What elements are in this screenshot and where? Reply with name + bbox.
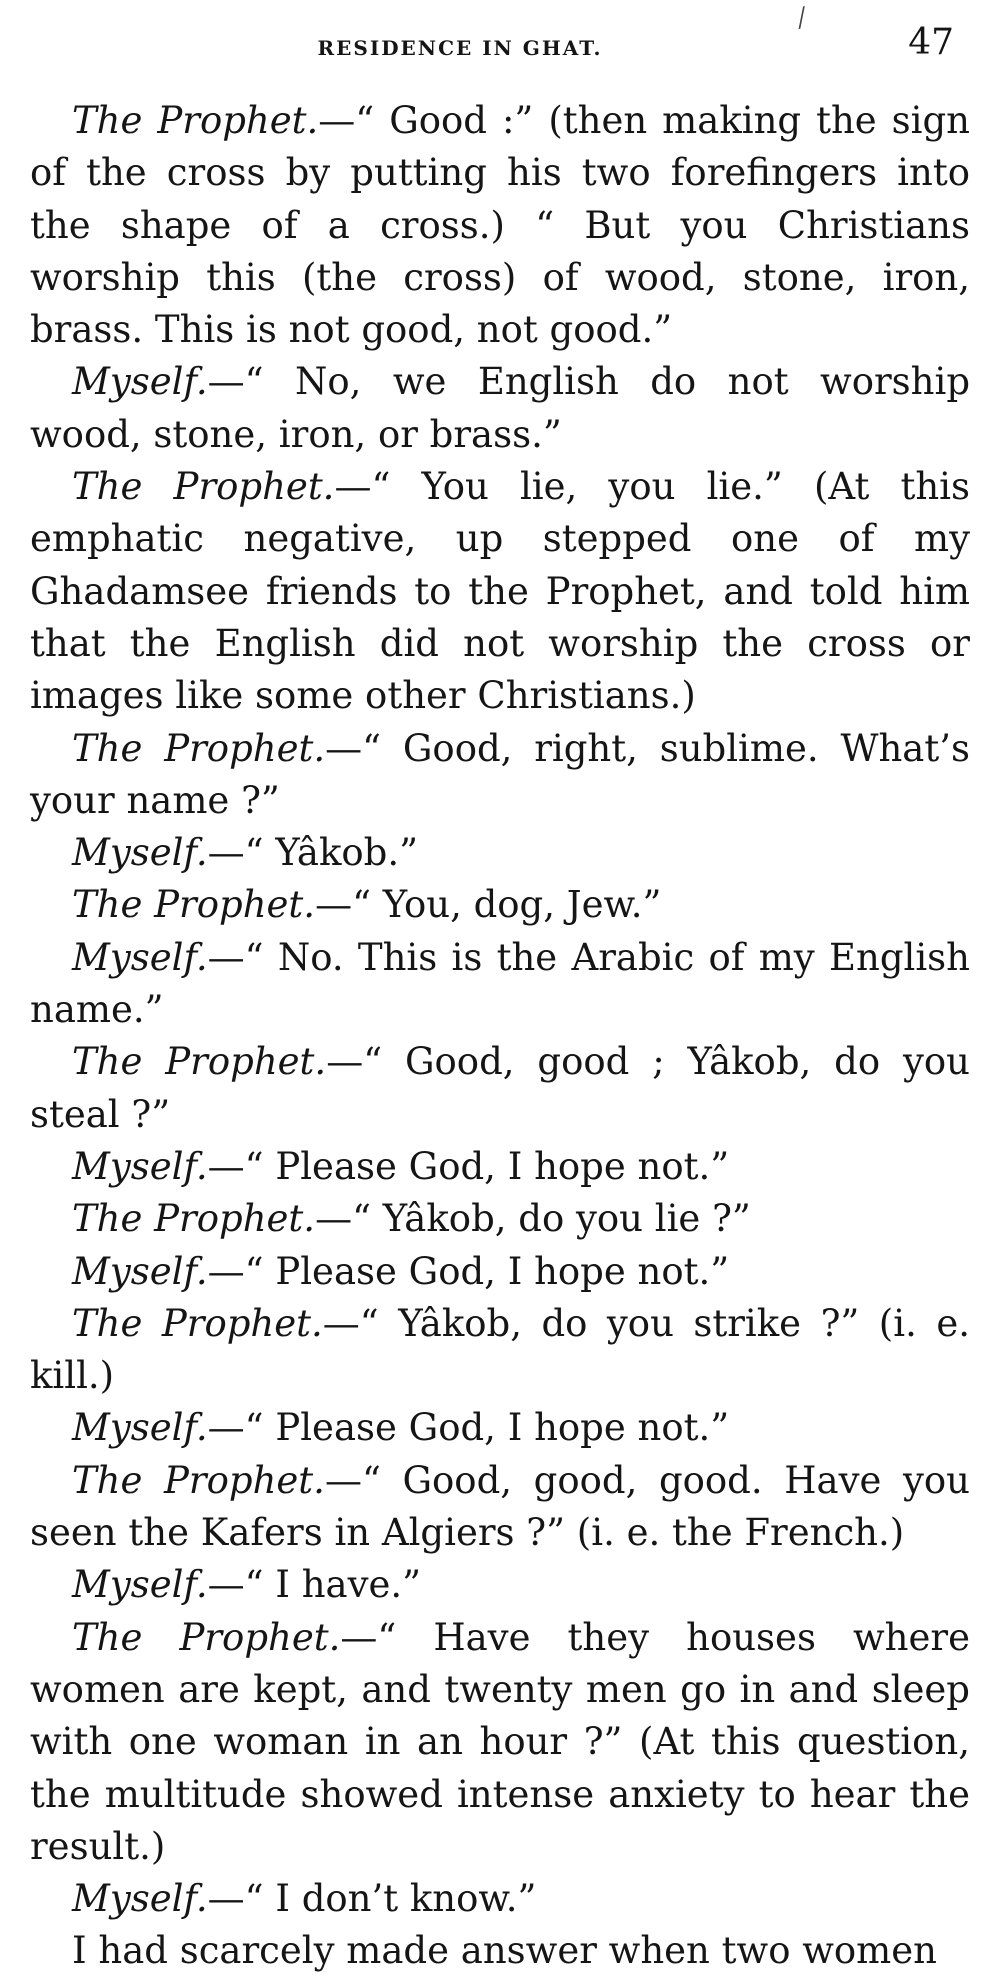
pencil-mark-icon: ⁄: [795, 4, 810, 34]
dialogue-paragraph: [30, 723, 970, 828]
paragraph-text: —“ Yâkob, do you lie ?”: [315, 1197, 751, 1241]
dialogue-paragraph: [30, 1036, 970, 1141]
paragraph-text: —“ Yâkob, do you strike ?” (i. e. kill.): [30, 1301, 970, 1398]
dialogue-paragraph: [30, 932, 970, 1037]
dialogue-paragraph: [30, 1402, 970, 1454]
speaker-name: Myself.: [72, 935, 208, 979]
dialogue-paragraph: [30, 1612, 970, 1873]
running-head: [30, 0, 970, 95]
paragraph-text: I had scarcely made answer when two women: [72, 1929, 937, 1973]
dialogue-paragraph: [30, 827, 970, 879]
paragraph-text: —“ Good, right, sublime. What’s your name ?”: [30, 726, 970, 822]
dialogue-paragraph: [30, 95, 970, 356]
paragraph-text: —“ No, we English do not worship wood, stone, iron, or brass.”: [30, 360, 970, 456]
paragraph-text: —“ Good :” (then making the sign of the cross by putting his two forefingers into the shape of a cross.) “ But you Christians worship this (the cross) of wood, stone, iron, brass. This is not good, not good.”: [30, 99, 970, 352]
dialogue-paragraph: [30, 1298, 970, 1403]
speaker-name: The Prophet.: [72, 1301, 323, 1345]
dialogue-paragraph: [30, 1246, 970, 1298]
body-text: [30, 95, 970, 1978]
speaker-name: The Prophet.: [72, 99, 319, 142]
running-head-title: RESIDENCE IN GHAT.: [317, 36, 603, 60]
paragraph-text: —“ Good, good, good. Have you seen the Kafers in Algiers ?” (i. e. the French.): [30, 1458, 970, 1555]
paragraph-text: —“ Please God, I hope not.”: [207, 1144, 730, 1188]
speaker-name: The Prophet.: [72, 1197, 316, 1241]
speaker-name: The Prophet.: [72, 883, 316, 927]
paragraph-text: —“ Please God, I hope not.”: [207, 1406, 730, 1450]
paragraph-text: —“ Please God, I hope not.”: [207, 1249, 730, 1293]
speaker-name: Myself.: [72, 1563, 208, 1607]
speaker-name: The Prophet.: [72, 726, 326, 770]
speaker-name: Myself.: [72, 360, 208, 404]
speaker-name: Myself.: [72, 1249, 208, 1293]
dialogue-paragraph: [30, 1873, 970, 1925]
dialogue-paragraph: [30, 1193, 970, 1245]
paragraph-text: —“ Yâkob.”: [207, 831, 419, 875]
paragraph-text: —“ Have they houses where women are kept, and twenty men go in and sleep with one woman in an hour ?” (At this question, the multitude showed intense anxiety to hear the result.): [30, 1615, 970, 1868]
page-number: 47: [908, 22, 954, 63]
paragraph-text: —“ No. This is the Arabic of my English name.”: [30, 935, 970, 1032]
paragraph-text: —“ I don’t know.”: [207, 1877, 537, 1921]
speaker-name: The Prophet.: [72, 1458, 325, 1502]
paragraph-text: —“ You, dog, Jew.”: [315, 883, 662, 927]
dialogue-paragraph: [30, 1141, 970, 1193]
speaker-name: Myself.: [72, 1406, 208, 1450]
dialogue-paragraph: [30, 1925, 970, 1977]
paragraph-text: —“ I have.”: [207, 1563, 422, 1607]
speaker-name: The Prophet.: [72, 1040, 327, 1084]
speaker-name: The Prophet.: [72, 1615, 341, 1659]
speaker-name: Myself.: [72, 1144, 208, 1188]
dialogue-paragraph: [30, 356, 970, 461]
paragraph-text: —“ Good, good ; Yâkob, do you steal ?”: [30, 1040, 970, 1136]
paragraph-text: —“ You lie, you lie.” (At this emphatic negative, up stepped one of my Ghadamsee friends to the Prophet, and told him that the English did not worship the cross or images like some other Christians.): [30, 465, 970, 718]
speaker-name: Myself.: [72, 1877, 208, 1921]
speaker-name: Myself.: [72, 831, 208, 875]
dialogue-paragraph: [30, 461, 970, 722]
speaker-name: The Prophet.: [72, 465, 335, 509]
dialogue-paragraph: [30, 879, 970, 931]
dialogue-paragraph: [30, 1455, 970, 1560]
dialogue-paragraph: [30, 1559, 970, 1611]
